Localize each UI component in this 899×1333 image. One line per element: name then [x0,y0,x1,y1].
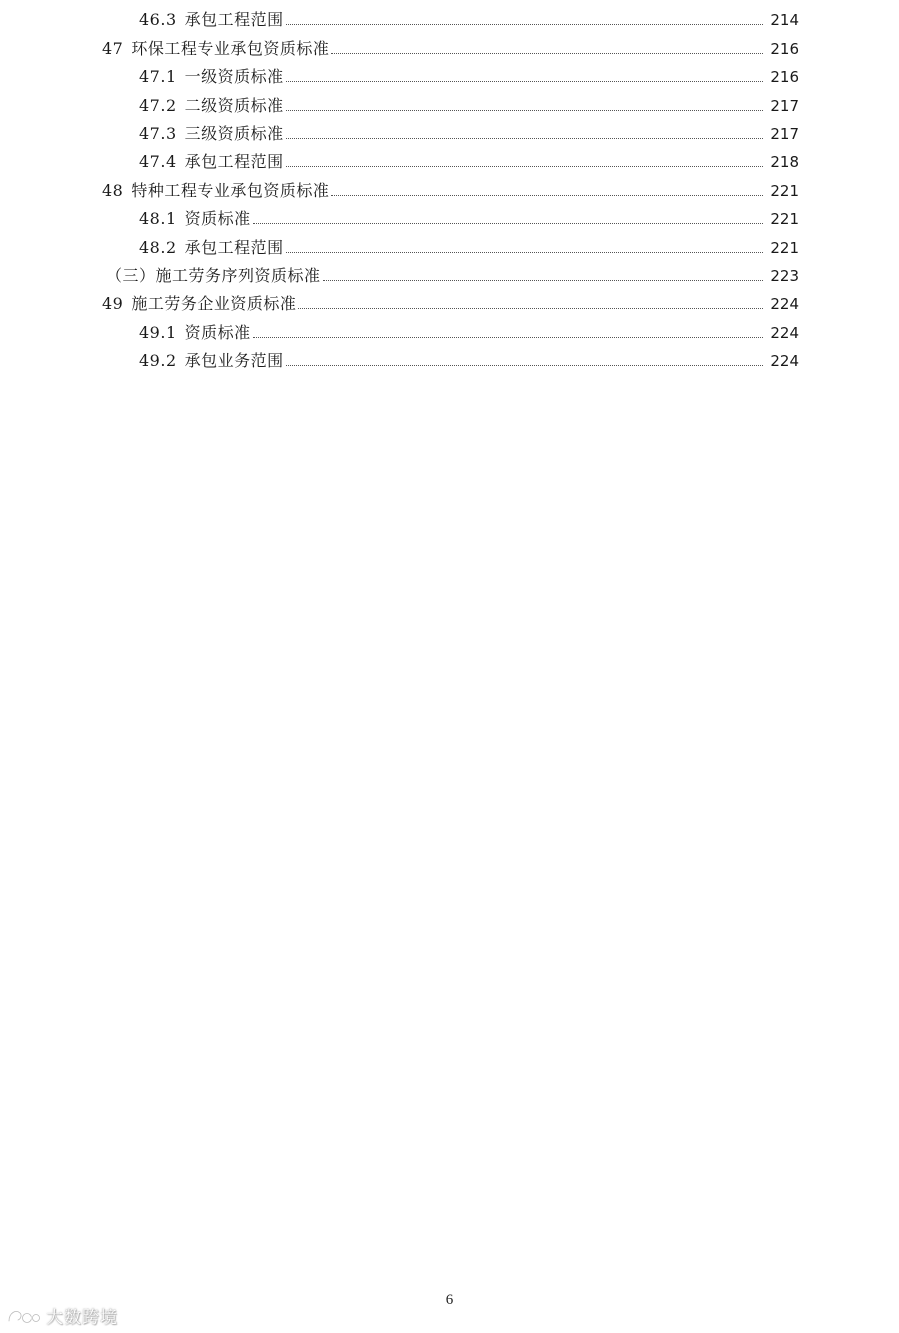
toc-entry-title: 资质标准 [184,209,251,229]
dot-leader [331,195,763,196]
toc-entry-number: （三） [106,265,156,285]
dot-leader [286,24,763,25]
dot-leader [286,252,763,253]
toc-entry-number: 47 [102,38,124,58]
toc-entry-page: 223 [770,266,799,285]
toc-entry-47-3[interactable] [0,118,899,146]
toc-entry-title: 一级资质标准 [184,67,284,87]
dot-leader [286,166,763,167]
toc-entry-page: 221 [770,210,799,229]
toc-entry-46-3[interactable] [0,4,899,32]
toc-entry-49[interactable] [0,288,899,316]
watermark [6,1303,118,1328]
toc-entry-page: 218 [770,153,799,172]
table-of-contents [0,4,899,373]
toc-entry-47-1[interactable] [0,61,899,89]
toc-entry-title: 资质标准 [184,322,251,342]
toc-entry-49-2[interactable] [0,345,899,373]
toc-entry-page: 224 [770,323,799,342]
toc-entry-47-4[interactable] [0,146,899,174]
toc-entry-number: 47.3 [139,123,177,143]
dot-leader [253,337,763,338]
dot-leader [298,308,763,309]
toc-entry-title: 二级资质标准 [184,95,284,115]
toc-entry-48-2[interactable] [0,231,899,259]
dot-leader [286,138,763,139]
dot-leader [331,53,763,54]
toc-entry-title: 承包工程范围 [184,10,284,30]
toc-entry-title: 三级资质标准 [184,123,284,143]
toc-entry-48[interactable] [0,174,899,202]
toc-entry-number: 48.2 [139,237,177,257]
toc-entry-page: 217 [770,96,799,115]
toc-entry-number: 47.4 [139,152,177,172]
toc-entry-number: 48 [102,180,124,200]
toc-entry-title: 施工劳务序列资质标准 [155,265,321,285]
toc-entry-48-1[interactable] [0,203,899,231]
toc-entry-49-1[interactable] [0,316,899,344]
toc-entry-title: 承包业务范围 [184,351,284,371]
toc-entry-page: 224 [770,352,799,371]
toc-entry-page: 224 [770,295,799,314]
dot-leader [286,110,763,111]
toc-entry-page: 214 [770,11,799,30]
toc-entry-title: 特种工程专业承包资质标准 [131,180,330,200]
toc-entry-number: 47.1 [139,67,177,87]
toc-entry-number: 49.2 [139,351,177,371]
toc-entry-page: 217 [770,124,799,143]
toc-entry-page: 216 [770,68,799,87]
toc-entry-page: 221 [770,181,799,200]
toc-entry-47-2[interactable] [0,89,899,117]
watermark-text: 大数跨境 [46,1308,118,1328]
dot-leader [286,81,763,82]
toc-entry-title: 承包工程范围 [184,152,284,172]
toc-entry-page: 216 [770,39,799,58]
dot-leader [253,223,763,224]
toc-entry-number: 49.1 [139,322,177,342]
dot-leader [323,280,763,281]
toc-entry-47[interactable] [0,32,899,60]
dot-leader [286,365,763,366]
toc-entry-number: 49 [102,294,124,314]
toc-entry-title: 承包工程范围 [184,237,284,257]
toc-entry-title: 环保工程专业承包资质标准 [131,38,330,58]
toc-entry-title: 施工劳务企业资质标准 [131,294,297,314]
toc-entry-number: 48.1 [139,209,177,229]
brand-logo-icon [6,1305,42,1327]
toc-entry-number: 47.2 [139,95,177,115]
toc-entry-number: 46.3 [139,10,177,30]
page-number: 6 [445,1292,454,1308]
toc-entry-section-3[interactable] [0,260,899,288]
toc-entry-page: 221 [770,238,799,257]
